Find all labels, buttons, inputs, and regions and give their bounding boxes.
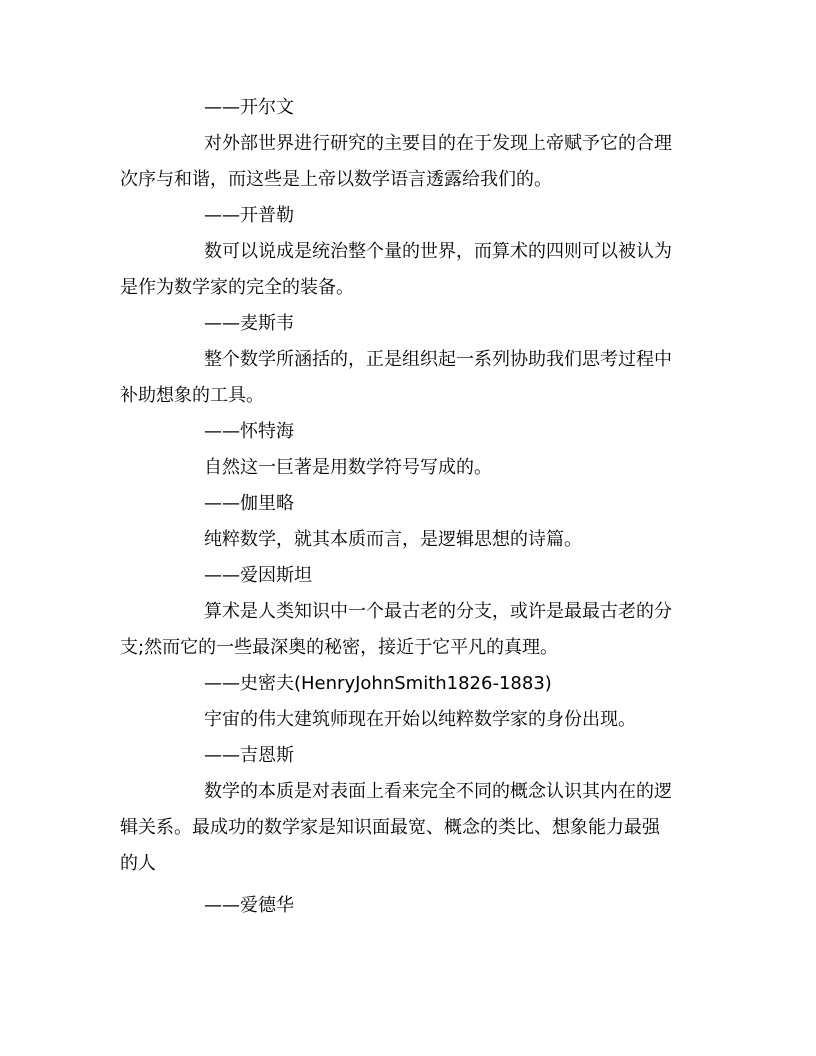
quote-text-line: 次序与和谐，而这些是上帝以数学语言透露给我们的。 bbox=[120, 169, 552, 190]
quote-text-line: 整个数学所涵括的，正是组织起一系列协助我们思考过程中 bbox=[204, 349, 672, 370]
quote-text-line: 对外部世界进行研究的主要目的在于发现上帝赋予它的合理 bbox=[204, 133, 672, 154]
quote-attribution: ——麦斯韦 bbox=[204, 313, 294, 334]
quote-attribution: ——开尔文 bbox=[204, 97, 294, 118]
quote-attribution: ——史密夫(HenryJohnSmith1826-1883) bbox=[204, 673, 552, 694]
quote-text-line: 补助想象的工具。 bbox=[120, 385, 264, 406]
quote-text-line: 数学的本质是对表面上看来完全不同的概念认识其内在的逻 bbox=[204, 781, 672, 802]
quote-attribution: ——爱因斯坦 bbox=[204, 565, 312, 586]
quote-text-line: 数可以说成是统治整个量的世界，而算术的四则可以被认为 bbox=[204, 241, 672, 262]
quote-text-line: 辑关系。最成功的数学家是知识面最宽、概念的类比、想象能力最强 bbox=[120, 817, 660, 838]
quote-attribution: ——开普勒 bbox=[204, 205, 294, 226]
quote-text-line: 支;然而它的一些最深奥的秘密，接近于它平凡的真理。 bbox=[120, 637, 559, 658]
quote-text-line: 自然这一巨著是用数学符号写成的。 bbox=[204, 457, 492, 478]
quote-attribution: ——伽里略 bbox=[204, 493, 294, 514]
quote-attribution: ——爱德华 bbox=[204, 895, 294, 916]
quote-text-line: 是作为数学家的完全的装备。 bbox=[120, 277, 354, 298]
quote-text-line: 纯粹数学，就其本质而言，是逻辑思想的诗篇。 bbox=[204, 529, 582, 550]
quote-text-line: 的人 bbox=[120, 853, 156, 874]
quote-text-line: 算术是人类知识中一个最古老的分支，或许是最最古老的分 bbox=[204, 601, 672, 622]
quote-text-line: 宇宙的伟大建筑师现在开始以纯粹数学家的身份出现。 bbox=[204, 709, 636, 730]
quote-attribution: ——吉恩斯 bbox=[204, 745, 294, 766]
quote-attribution: ——怀特海 bbox=[204, 421, 294, 442]
